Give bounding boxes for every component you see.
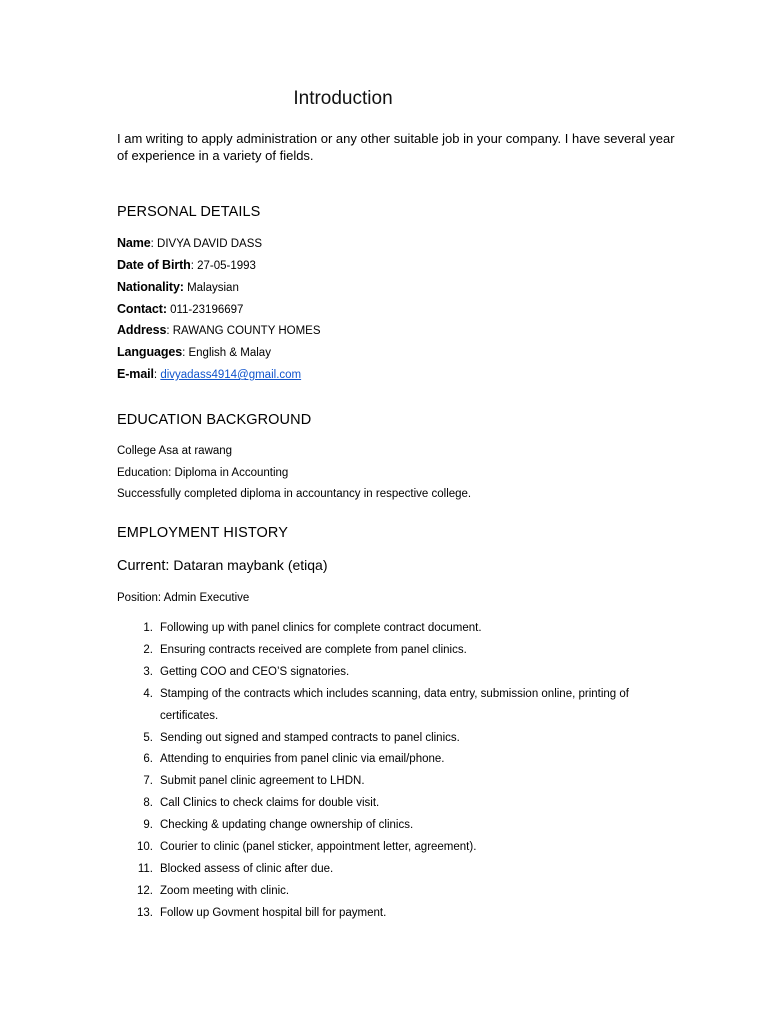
detail-key: Name [117, 236, 151, 250]
detail-name [117, 235, 262, 252]
education-line: College Asa at rawang [117, 445, 233, 457]
detail-value: 011-23196697 [170, 304, 244, 316]
duty-item [135, 662, 675, 684]
duty-item [135, 728, 675, 750]
duty-number: 13. [137, 906, 153, 919]
education-heading: EDUCATION BACKGROUND [117, 412, 312, 428]
detail-value: DIVYA DAVID DASS [157, 238, 263, 250]
duty-number: 5. [143, 731, 153, 744]
detail-nationality [117, 279, 239, 296]
current-label: Current: [117, 558, 170, 574]
detail-key: Date of Birth [117, 258, 191, 272]
duty-item [135, 881, 675, 903]
duty-number: 6. [143, 753, 153, 766]
duty-text: Blocked assess of clinic after due. [160, 862, 334, 875]
duty-number: 7. [143, 775, 153, 788]
detail-value: 27-05-1993 [197, 260, 256, 272]
duty-text: Ensuring contracts received are complete from panel clinics. [160, 643, 467, 656]
current-employer [117, 555, 328, 576]
duty-number: 3. [143, 665, 153, 678]
company-name: Dataran maybank (etiqa) [173, 557, 328, 573]
duty-text: Checking & updating change ownership of clinics. [160, 819, 414, 832]
detail-key: Languages [117, 345, 183, 359]
detail-email [117, 366, 301, 383]
detail-contact [117, 301, 243, 318]
duty-text: Call Clinics to check claims for double visit. [160, 797, 380, 810]
detail-key: Address [117, 323, 167, 337]
detail-separator: : [153, 369, 161, 381]
detail-key: Nationality: [117, 280, 184, 294]
employment-heading: EMPLOYMENT HISTORY [117, 525, 289, 541]
email-link[interactable]: divyadass4914@gmail.com [160, 369, 302, 381]
duty-text: Courier to clinic (panel sticker, appointment letter, agreement). [160, 841, 477, 854]
education-line: Education: Diploma in Accounting [117, 467, 289, 479]
duty-item [135, 859, 675, 881]
detail-separator: : [182, 347, 189, 359]
duty-item [135, 749, 675, 771]
position-line: Position: Admin Executive [117, 592, 250, 604]
duty-number: 4. [143, 687, 153, 700]
duty-item [135, 903, 675, 925]
detail-key: Contact: [117, 302, 167, 316]
duty-text: Getting COO and CEO’S signatories. [160, 665, 350, 678]
education-line: Successfully completed diploma in accountancy in respective college. [117, 488, 472, 500]
duty-number: 10. [137, 841, 153, 854]
detail-separator: : [166, 325, 173, 337]
detail-key: E-mail [117, 367, 154, 381]
duty-number: 1. [143, 622, 153, 634]
duty-item [135, 793, 675, 815]
detail-value: Malaysian [187, 282, 239, 294]
duty-item [135, 684, 675, 728]
duty-number: 12. [137, 884, 153, 897]
duty-item [135, 618, 675, 640]
duty-text: Attending to enquiries from panel clinic via email/phone. [160, 753, 445, 766]
detail-separator: : [190, 260, 198, 272]
duty-number: 9. [143, 819, 153, 832]
duty-item [135, 771, 675, 793]
duty-item [135, 815, 675, 837]
duty-number: 11. [137, 862, 153, 875]
duty-item [135, 837, 675, 859]
duty-text: Following up with panel clinics for complete contract document. [160, 622, 482, 634]
personal-details-heading: PERSONAL DETAILS [117, 204, 261, 220]
duty-text: Stamping of the contracts which includes scanning, data entry, submission online, printing of certificates. [160, 687, 629, 722]
page-title: Introduction [293, 88, 393, 109]
duty-text: Zoom meeting with clinic. [160, 884, 290, 897]
duties-list [135, 618, 675, 925]
duty-text: Follow up Govment hospital bill for payment. [160, 906, 387, 919]
detail-languages [117, 344, 271, 361]
duty-number: 2. [143, 643, 153, 656]
duty-text: Submit panel clinic agreement to LHDN. [160, 775, 365, 788]
intro-paragraph: I am writing to apply administration or any other suitable job in your company. I have several year of experience in a variety of fields. [117, 131, 675, 163]
detail-value: English & Malay [188, 347, 271, 359]
detail-address [117, 322, 321, 339]
detail-date-of-birth [117, 257, 256, 274]
duty-text: Sending out signed and stamped contracts to panel clinics. [160, 731, 460, 744]
duty-item [135, 640, 675, 662]
duty-number: 8. [143, 797, 153, 810]
detail-separator: : [150, 238, 158, 250]
detail-value: RAWANG COUNTY HOMES [172, 325, 321, 337]
